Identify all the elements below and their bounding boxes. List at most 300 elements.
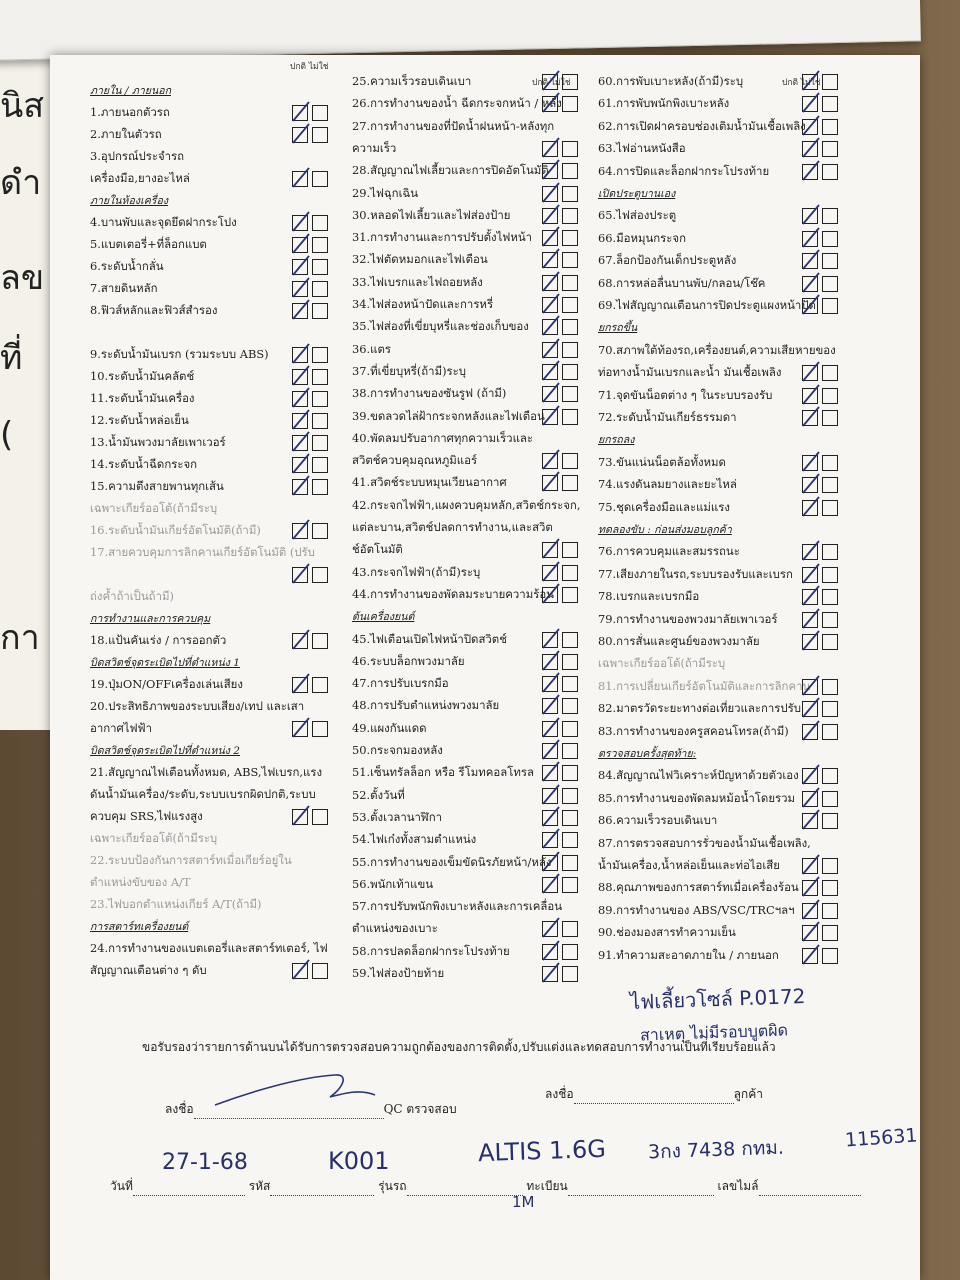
checklist-item-label: 1.ภายนอกตัวรถ (90, 105, 170, 119)
normal-checkbox[interactable] (542, 475, 558, 491)
not-applicable-checkbox[interactable] (822, 791, 838, 807)
not-applicable-checkbox[interactable] (562, 855, 578, 871)
normal-checkbox[interactable] (542, 364, 558, 380)
not-applicable-checkbox[interactable] (822, 164, 838, 180)
not-applicable-checkbox[interactable] (562, 632, 578, 648)
not-applicable-checkbox[interactable] (822, 365, 838, 381)
normal-checkbox[interactable] (542, 163, 558, 179)
not-applicable-checkbox[interactable] (562, 319, 578, 335)
checklist-item-label: 7.สายดินหลัก (90, 281, 158, 295)
check-box-pair (542, 632, 580, 649)
check-box-pair (542, 921, 580, 938)
not-applicable-checkbox[interactable] (562, 475, 578, 491)
check-box-pair (542, 186, 580, 203)
column-header-right: ปกติ ไม่ใช่ (782, 78, 821, 88)
code-label: รหัส (248, 1179, 271, 1193)
check-box-pair (542, 275, 580, 292)
checklist-item-label: แต่ละบาน,สวิตช์ปลดการทำงาน,และสวิต (352, 520, 553, 534)
check-box-pair (292, 479, 330, 496)
normal-checkbox[interactable] (292, 413, 308, 429)
not-applicable-checkbox[interactable] (562, 676, 578, 692)
check-box-pair (542, 944, 580, 961)
mileage-label: เลขไมล์ (717, 1179, 759, 1193)
normal-checkbox[interactable] (802, 208, 818, 224)
normal-checkbox[interactable] (802, 253, 818, 269)
not-applicable-checkbox[interactable] (312, 523, 328, 539)
check-box-pair (802, 477, 840, 494)
normal-checkbox[interactable] (292, 809, 308, 825)
normal-checkbox[interactable] (292, 457, 308, 473)
check-box-pair (802, 679, 840, 696)
normal-checkbox[interactable] (292, 127, 308, 143)
not-applicable-checkbox[interactable] (822, 455, 838, 471)
check-box-pair (542, 319, 580, 336)
not-applicable-checkbox[interactable] (312, 479, 328, 495)
check-box-pair (802, 634, 840, 651)
section-heading: ภายใน / ภายนอก (90, 85, 172, 97)
normal-checkbox[interactable] (542, 96, 558, 112)
checklist-item-label: 86.ความเร็วรอบเดินเบา (598, 813, 718, 828)
check-box-pair (802, 612, 840, 629)
not-applicable-checkbox[interactable] (562, 587, 578, 603)
check-box-pair (802, 500, 840, 517)
not-applicable-checkbox[interactable] (562, 342, 578, 358)
not-applicable-checkbox[interactable] (822, 477, 838, 493)
handwritten-initials: 1M (512, 1193, 535, 1211)
normal-checkbox[interactable] (542, 788, 558, 804)
checklist-item-label: 43.กระจกไฟฟ้า(ถ้ามี)ระบุ (352, 564, 481, 579)
checklist-item-label: 27.การทำงานของที่ปัดน้ำฝนหน้า-หลังทุก (352, 118, 555, 133)
not-applicable-checkbox[interactable] (312, 237, 328, 253)
normal-checkbox[interactable] (802, 141, 818, 157)
normal-checkbox[interactable] (802, 724, 818, 740)
checklist-item-label: สวิตช์ควบคุมอุณหภูมิแอร์ (352, 453, 478, 468)
normal-checkbox[interactable] (292, 281, 308, 297)
normal-checkbox[interactable] (542, 230, 558, 246)
not-applicable-checkbox[interactable] (312, 677, 328, 693)
not-applicable-checkbox[interactable] (312, 633, 328, 649)
normal-checkbox[interactable] (802, 365, 818, 381)
check-box-pair (542, 252, 580, 269)
not-applicable-checkbox[interactable] (312, 127, 328, 143)
not-applicable-checkbox[interactable] (822, 253, 838, 269)
not-applicable-checkbox[interactable] (312, 281, 328, 297)
normal-checkbox[interactable] (802, 903, 818, 919)
not-applicable-checkbox[interactable] (562, 230, 578, 246)
checklist-item-label: 68.การหล่อลื่นบานพับ/กลอน/โช๊ค (598, 275, 766, 290)
normal-checkbox[interactable] (802, 925, 818, 941)
not-applicable-checkbox[interactable] (562, 74, 578, 90)
plate-label: ทะเบียน (526, 1179, 568, 1193)
normal-checkbox[interactable] (802, 276, 818, 292)
checklist-item-label: ควบคุม SRS,ไฟแรงสูง (90, 809, 203, 823)
under-glyph: นิส (0, 86, 44, 126)
checklist-item-label: เครื่องมือ,ยางอะไหล่ (90, 171, 190, 185)
section-heading: เปิดประตูบานเอง (598, 188, 676, 200)
not-applicable-checkbox[interactable] (562, 141, 578, 157)
not-applicable-checkbox[interactable] (822, 589, 838, 605)
normal-checkbox[interactable] (292, 347, 308, 363)
normal-checkbox[interactable] (802, 679, 818, 695)
not-applicable-checkbox[interactable] (822, 276, 838, 292)
normal-checkbox[interactable] (292, 677, 308, 693)
check-box-pair (802, 208, 840, 225)
handwritten-note-line2: สาเหตุ ไม่มีรอบบูตผิด (639, 1020, 789, 1045)
under-glyph: ลข (0, 258, 45, 298)
check-box-pair (802, 544, 840, 561)
not-applicable-checkbox[interactable] (822, 768, 838, 784)
handwritten-code: K001 (328, 1147, 390, 1175)
normal-checkbox[interactable] (292, 633, 308, 649)
normal-checkbox[interactable] (802, 612, 818, 628)
normal-checkbox[interactable] (802, 768, 818, 784)
not-applicable-checkbox[interactable] (312, 105, 328, 121)
normal-checkbox[interactable] (542, 542, 558, 558)
check-box-pair (802, 388, 840, 405)
check-box-pair (542, 565, 580, 582)
column-header-middle: ปกติ ไม่ใช่ (532, 78, 571, 88)
checklist-item-label: 10.ระดับน้ำมันคลัตช์ (90, 369, 195, 383)
checklist-item-label: 84.สัญญาณไฟวิเคราะห์ปัญหาด้วยตัวเอง (598, 768, 799, 783)
normal-checkbox[interactable] (542, 186, 558, 202)
not-applicable-checkbox[interactable] (822, 925, 838, 941)
section-heading: ต้นเครื่องยนต์ (352, 611, 415, 624)
check-box-pair (802, 903, 840, 920)
not-applicable-checkbox[interactable] (822, 119, 838, 135)
not-applicable-checkbox[interactable] (822, 231, 838, 247)
normal-checkbox[interactable] (802, 791, 818, 807)
not-applicable-checkbox[interactable] (822, 388, 838, 404)
checklist-item-label: 40.พัดลมปรับอากาศทุกความเร็วและ (352, 430, 534, 445)
check-box-pair (292, 281, 330, 298)
check-box-pair (802, 589, 840, 606)
normal-checkbox[interactable] (542, 632, 558, 648)
normal-checkbox[interactable] (292, 369, 308, 385)
not-applicable-checkbox[interactable] (562, 186, 578, 202)
not-applicable-checkbox[interactable] (312, 259, 328, 275)
check-box-pair (802, 298, 840, 315)
normal-checkbox[interactable] (542, 855, 558, 871)
handwritten-plate: 3กง 7438 กทม. (647, 1136, 785, 1164)
checklist-item-label: 49.แผงกันแดด (352, 720, 427, 735)
normal-checkbox[interactable] (292, 963, 308, 979)
normal-checkbox[interactable] (542, 297, 558, 313)
not-applicable-checkbox[interactable] (822, 544, 838, 560)
normal-checkbox[interactable] (542, 587, 558, 603)
section-heading: การทำงานและการควบคุม (90, 613, 211, 625)
normal-checkbox[interactable] (542, 74, 558, 90)
not-applicable-checkbox[interactable] (312, 567, 328, 583)
normal-checkbox[interactable] (292, 391, 308, 407)
check-box-pair (542, 654, 580, 671)
normal-checkbox[interactable] (542, 944, 558, 960)
checklist-item-label: 69.ไฟสัญญาณเตือนการปิดประตูแผงหน้าปัด (598, 298, 816, 312)
normal-checkbox[interactable] (542, 386, 558, 402)
not-applicable-checkbox[interactable] (822, 634, 838, 650)
normal-checkbox[interactable] (802, 477, 818, 493)
check-box-pair (292, 633, 330, 650)
not-applicable-checkbox[interactable] (562, 275, 578, 291)
not-applicable-checkbox[interactable] (562, 96, 578, 112)
normal-checkbox[interactable] (802, 880, 818, 896)
checklist-item-label: 80.การสั่นและศูนย์ของพวงมาลัย (598, 634, 760, 648)
checklist-item-label: 33.ไฟเบรกและไฟถอยหลัง (352, 274, 483, 289)
section-heading: ภายในห้องเครื่อง (90, 195, 169, 207)
normal-checkbox[interactable] (292, 215, 308, 231)
normal-checkbox[interactable] (542, 877, 558, 893)
not-applicable-checkbox[interactable] (312, 457, 328, 473)
check-box-pair (542, 743, 580, 760)
checklist-item-label: 38.การทำงานของซันรูฟ (ถ้ามี) (352, 386, 507, 401)
checklist-item-label: 23.ไฟบอกตำแหน่งเกียร์ A/T(ถ้ามี) (90, 897, 262, 911)
check-box-pair (802, 925, 840, 942)
not-applicable-checkbox[interactable] (562, 654, 578, 670)
not-applicable-checkbox[interactable] (822, 208, 838, 224)
normal-checkbox[interactable] (292, 303, 308, 319)
not-applicable-checkbox[interactable] (562, 409, 578, 425)
normal-checkbox[interactable] (542, 342, 558, 358)
checklist-item-label: 61.การพับพนักพิงเบาะหลัง (598, 96, 730, 111)
check-box-pair (292, 127, 330, 144)
checklist-item-label: 22.ระบบป้องกันการสตาร์ทเมื่อเกียร์อยู่ใน (90, 853, 292, 867)
not-applicable-checkbox[interactable] (312, 303, 328, 319)
not-applicable-checkbox[interactable] (312, 413, 328, 429)
normal-checkbox[interactable] (802, 858, 818, 874)
normal-checkbox[interactable] (292, 105, 308, 121)
normal-checkbox[interactable] (802, 634, 818, 650)
not-applicable-checkbox[interactable] (822, 567, 838, 583)
not-applicable-checkbox[interactable] (562, 163, 578, 179)
not-applicable-checkbox[interactable] (822, 141, 838, 157)
check-box-pair (802, 119, 840, 136)
normal-checkbox[interactable] (542, 565, 558, 581)
check-box-pair (542, 208, 580, 225)
check-box-pair (292, 369, 330, 386)
checklist-item-label: ถ่งค้ำถ้าเป็นถ้ามี) (90, 589, 174, 603)
normal-checkbox[interactable] (542, 453, 558, 469)
inspection-checklist-page (50, 55, 920, 1280)
not-applicable-checkbox[interactable] (562, 966, 578, 982)
check-box-pair (802, 567, 840, 584)
checklist-item-label: 34.ไฟส่องหน้าปัดและการหรี่ (352, 297, 494, 311)
not-applicable-checkbox[interactable] (822, 96, 838, 112)
normal-checkbox[interactable] (292, 479, 308, 495)
checklist-item-label: 77.เสียงภายในรถ,ระบบรองรับและเบรก (598, 566, 793, 581)
check-box-pair (542, 342, 580, 359)
checklist-item-label: 13.น้ำมันพวงมาลัยเพาเวอร์ (90, 435, 226, 449)
check-box-pair (542, 721, 580, 738)
normal-checkbox[interactable] (542, 676, 558, 692)
not-applicable-checkbox[interactable] (562, 297, 578, 313)
not-applicable-checkbox[interactable] (562, 765, 578, 781)
not-applicable-checkbox[interactable] (562, 542, 578, 558)
normal-checkbox[interactable] (542, 252, 558, 268)
not-applicable-checkbox[interactable] (822, 903, 838, 919)
not-applicable-checkbox[interactable] (562, 832, 578, 848)
not-applicable-checkbox[interactable] (562, 453, 578, 469)
checklist-item-label: 35.ไฟส่องที่เขี่ยบุหรี่และช่องเก็บของ (352, 319, 529, 334)
normal-checkbox[interactable] (802, 74, 818, 90)
normal-checkbox[interactable] (542, 743, 558, 759)
normal-checkbox[interactable] (542, 141, 558, 157)
normal-checkbox[interactable] (802, 701, 818, 717)
check-box-pair (542, 141, 580, 158)
section-heading: ทดลองขับ : ก่อนส่งมอบลูกค้า (598, 524, 732, 536)
check-box-pair (292, 809, 330, 826)
check-box-pair (542, 74, 580, 91)
check-box-pair (542, 163, 580, 180)
normal-checkbox[interactable] (292, 567, 308, 583)
not-applicable-checkbox[interactable] (562, 743, 578, 759)
checklist-item-label: 14.ระดับน้ำฉีดกระจก (90, 457, 198, 471)
not-applicable-checkbox[interactable] (822, 612, 838, 628)
normal-checkbox[interactable] (802, 589, 818, 605)
checklist-item-label: 59.ไฟส่องป้ายท้าย (352, 966, 445, 980)
normal-checkbox[interactable] (542, 966, 558, 982)
not-applicable-checkbox[interactable] (562, 921, 578, 937)
check-box-pair (802, 768, 840, 785)
normal-checkbox[interactable] (802, 164, 818, 180)
not-applicable-checkbox[interactable] (562, 386, 578, 402)
not-applicable-checkbox[interactable] (312, 809, 328, 825)
normal-checkbox[interactable] (542, 208, 558, 224)
normal-checkbox[interactable] (542, 409, 558, 425)
normal-checkbox[interactable] (802, 500, 818, 516)
check-box-pair (802, 276, 840, 293)
normal-checkbox[interactable] (802, 544, 818, 560)
checklist-item-label: 74.แรงดันลมยางและยะไหล่ (598, 477, 737, 492)
not-applicable-checkbox[interactable] (312, 721, 328, 737)
check-box-pair (802, 74, 840, 91)
normal-checkbox[interactable] (292, 435, 308, 451)
normal-checkbox[interactable] (542, 921, 558, 937)
check-box-pair (292, 413, 330, 430)
checklist-item-label: เฉพาะเกียร์ออโต้(ถ้ามีระบุ (598, 656, 726, 671)
checklist-item-label: ช์อัตโนมัติ (352, 542, 403, 557)
check-box-pair (542, 877, 580, 894)
check-box-pair (542, 542, 580, 559)
normal-checkbox[interactable] (802, 455, 818, 471)
checklist-item-label: 79.การทำงานของพวงมาลัยเพาเวอร์ (598, 611, 778, 626)
checklist-item-label: สัญญาณเตือนต่าง ๆ ดับ (90, 963, 207, 977)
checklist-item-label: 81.การเปลี่ยนเกียร์อัตโนมัติและการลิกคาน (598, 678, 811, 693)
not-applicable-checkbox[interactable] (562, 721, 578, 737)
check-box-pair (802, 724, 840, 741)
not-applicable-checkbox[interactable] (312, 963, 328, 979)
not-applicable-checkbox[interactable] (562, 788, 578, 804)
section-heading: ยกรถลง (598, 434, 635, 447)
qc-signature-scribble (210, 1067, 380, 1112)
checklist-item-label: 11.ระดับน้ำมันเครื่อง (90, 391, 195, 405)
customer-signature-line (545, 1085, 763, 1104)
check-box-pair (292, 303, 330, 320)
not-applicable-checkbox[interactable] (822, 298, 838, 314)
not-applicable-checkbox[interactable] (562, 252, 578, 268)
vehicle-details-line (110, 1177, 861, 1196)
handwritten-date: 27-1-68 (162, 1150, 248, 1175)
not-applicable-checkbox[interactable] (822, 813, 838, 829)
normal-checkbox[interactable] (802, 567, 818, 583)
normal-checkbox[interactable] (542, 275, 558, 291)
normal-checkbox[interactable] (292, 237, 308, 253)
not-applicable-checkbox[interactable] (562, 364, 578, 380)
not-applicable-checkbox[interactable] (822, 74, 838, 90)
checklist-item-label: 89.การทำงานของ ABS/VSC/TRCฯลฯ (598, 902, 795, 917)
checklist-item-label: 36.แตร (352, 341, 391, 356)
not-applicable-checkbox[interactable] (562, 810, 578, 826)
normal-checkbox[interactable] (542, 832, 558, 848)
not-applicable-checkbox[interactable] (822, 880, 838, 896)
normal-checkbox[interactable] (542, 721, 558, 737)
not-applicable-checkbox[interactable] (562, 877, 578, 893)
not-applicable-checkbox[interactable] (562, 698, 578, 714)
normal-checkbox[interactable] (802, 96, 818, 112)
not-applicable-checkbox[interactable] (822, 679, 838, 695)
normal-checkbox[interactable] (292, 523, 308, 539)
not-applicable-checkbox[interactable] (562, 208, 578, 224)
normal-checkbox[interactable] (542, 810, 558, 826)
not-applicable-checkbox[interactable] (822, 858, 838, 874)
not-applicable-checkbox[interactable] (822, 410, 838, 426)
not-applicable-checkbox[interactable] (822, 701, 838, 717)
not-applicable-checkbox[interactable] (562, 944, 578, 960)
normal-checkbox[interactable] (292, 259, 308, 275)
normal-checkbox[interactable] (292, 721, 308, 737)
normal-checkbox[interactable] (802, 410, 818, 426)
normal-checkbox[interactable] (292, 171, 308, 187)
section-heading: บิดสวิตช์จุดระเบิดไปที่ตำแหน่ง 2 (90, 745, 240, 757)
check-box-pair (802, 701, 840, 718)
checklist-item-label: 18.แป้นคันเร่ง / การออกตัว (90, 633, 227, 647)
checklist-item-label: 65.ไฟส่องประตู (598, 208, 677, 223)
check-box-pair (292, 963, 330, 980)
not-applicable-checkbox[interactable] (312, 391, 328, 407)
check-box-pair (802, 141, 840, 158)
normal-checkbox[interactable] (542, 319, 558, 335)
normal-checkbox[interactable] (802, 813, 818, 829)
check-box-pair (542, 832, 580, 849)
checklist-item-label: 3.อุปกรณ์ประจำรถ (90, 149, 185, 163)
checklist-item-label: 91.ทำความสะอาดภายใน / ภายนอก (598, 947, 779, 962)
certification-text: ขอรับรองว่ารายการด้านบนได้รับการตรวจสอบความถูกต้องของการติดตั้ง,ปรับแต่งและทดสอบการทำงานเป็นที่เรียบร้อยแล้ว (142, 1040, 776, 1054)
not-applicable-checkbox[interactable] (312, 435, 328, 451)
normal-checkbox[interactable] (542, 765, 558, 781)
normal-checkbox[interactable] (802, 119, 818, 135)
normal-checkbox[interactable] (802, 388, 818, 404)
not-applicable-checkbox[interactable] (822, 500, 838, 516)
normal-checkbox[interactable] (802, 948, 818, 964)
not-applicable-checkbox[interactable] (822, 948, 838, 964)
checklist-item-label: 71.จุดขันน็อตต่าง ๆ ในระบบรองรับ (598, 387, 773, 402)
checklist-item-label: เฉพาะเกียร์ออโต้(ถ้ามีระบุ (90, 831, 218, 845)
checklist-item-label: 55.การทำงานของเข็มขัดนิรภัยหน้า/หลัง (352, 854, 552, 869)
check-box-pair (802, 791, 840, 808)
not-applicable-checkbox[interactable] (822, 724, 838, 740)
normal-checkbox[interactable] (802, 231, 818, 247)
not-applicable-checkbox[interactable] (312, 347, 328, 363)
not-applicable-checkbox[interactable] (312, 215, 328, 231)
section-heading: บิดสวิตช์จุดระเบิดไปที่ตำแหน่ง 1 (90, 657, 240, 669)
normal-checkbox[interactable] (542, 654, 558, 670)
not-applicable-checkbox[interactable] (312, 369, 328, 385)
check-box-pair (292, 435, 330, 452)
checklist-item-label: ตำแหน่งขับของ A/T (90, 875, 191, 889)
normal-checkbox[interactable] (542, 698, 558, 714)
not-applicable-checkbox[interactable] (312, 171, 328, 187)
not-applicable-checkbox[interactable] (562, 565, 578, 581)
checklist-item-label: ดันน้ำมันเครื่อง/ระดับ,ระบบเบรกผิดปกติ,ระบบ (90, 787, 316, 801)
normal-checkbox[interactable] (802, 298, 818, 314)
